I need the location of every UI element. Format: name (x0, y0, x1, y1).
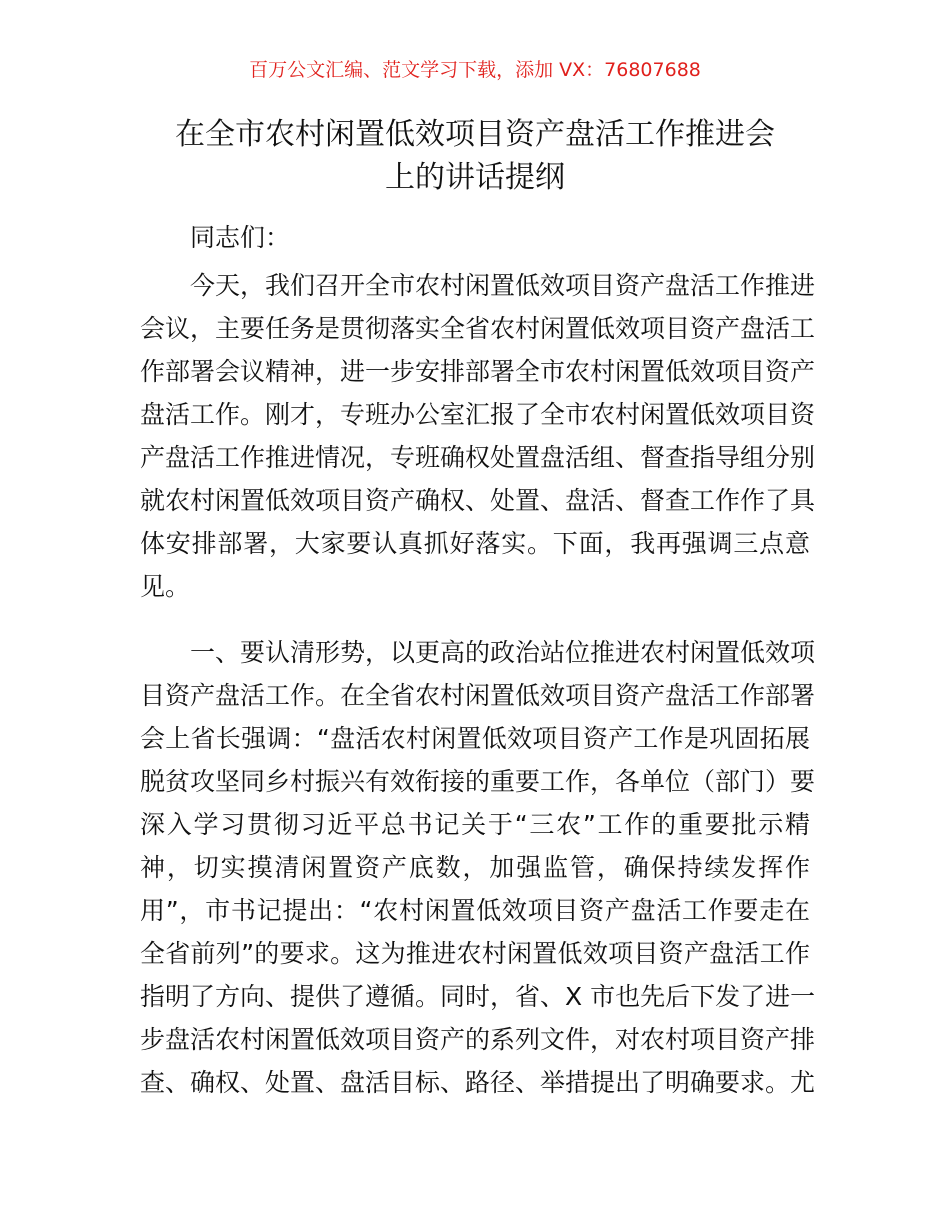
text-line: 产盘活工作推进情况，专班确权处置盘活组、督查指导组分别 (140, 443, 816, 472)
document-title (120, 113, 830, 199)
text-line: 神，切实摸清闲置资产底数，加强监管，确保持续发挥作 (140, 853, 810, 882)
text-line: 作部署会议精神，进一步安排部署全市农村闲置低效项目资产 (140, 357, 816, 386)
text-line: 深入学习贯彻习近平总书记关于“三农”工作的重要批示精 (140, 810, 810, 839)
document-body (140, 216, 816, 1127)
text-line: 一、要认清形势，以更高的政治站位推进农村闲置低效项 (190, 638, 816, 667)
text-line: 今天，我们召开全市农村闲置低效项目资产盘活工作推进 (190, 271, 816, 300)
text-line: 就农村闲置低效项目资产确权、处置、盘活、督查工作作了具 (140, 486, 816, 515)
text-line: 查、确权、处置、盘活目标、路径、举措提出了明确要求。尤 (140, 1068, 816, 1097)
text-line: 见。 (140, 572, 191, 601)
paragraph (140, 631, 816, 1104)
text-line: 会议，主要任务是贯彻落实全省农村闲置低效项目资产盘活工 (140, 314, 816, 343)
salutation: 同志们： (190, 223, 291, 252)
text-line: 用”，市书记提出：“农村闲置低效项目资产盘活工作要走在 (140, 896, 810, 925)
text-line: 全省前列”的要求。这为推进农村闲置低效项目资产盘活工作 (140, 939, 810, 968)
text-line: 步盘活农村闲置低效项目资产的系列文件，对农村项目资产排 (140, 1025, 816, 1054)
text-line: 脱贫攻坚同乡村振兴有效衔接的重要工作，各单位（部门）要 (140, 767, 816, 796)
watermark-header: 百万公文汇编、范文学习下载，添加 VX：76807688 (249, 59, 701, 81)
text-line: 体安排部署，大家要认真抓好落实。下面，我再强调三点意 (140, 529, 810, 558)
text-line: 指明了方向、提供了遵循。同时，省、X 市也先后下发了进一 (140, 982, 816, 1011)
text-line: 会上省长强调：“盘活农村闲置低效项目资产工作是巩固拓展 (140, 724, 810, 753)
title-line: 在全市农村闲置低效项目资产盘活工作推进会 (175, 117, 775, 152)
paragraph (140, 264, 816, 608)
text-line: 盘活工作。刚才，专班办公室汇报了全市农村闲置低效项目资 (140, 400, 816, 429)
title-line: 上的讲话提纲 (385, 160, 565, 195)
text-line: 目资产盘活工作。在全省农村闲置低效项目资产盘活工作部署 (140, 681, 816, 710)
